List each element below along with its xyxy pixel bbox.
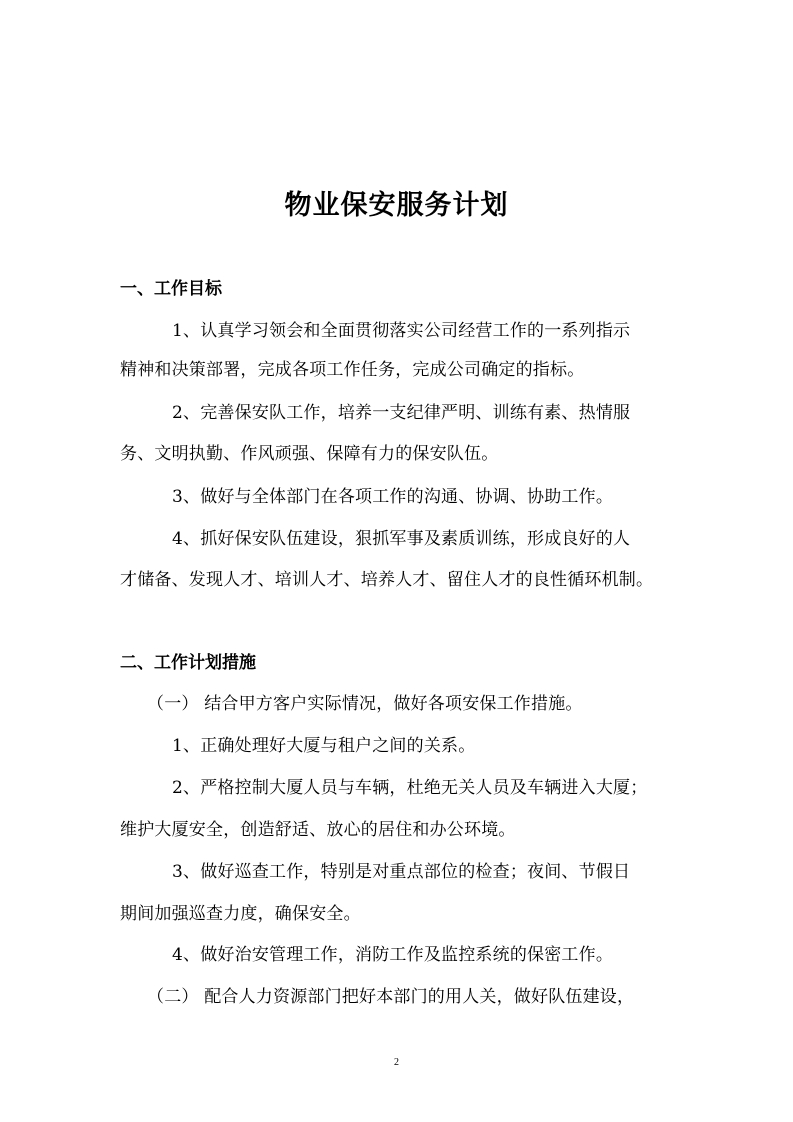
page-number: 2 xyxy=(394,1057,399,1068)
paragraph-line: 4、做好治安管理工作，消防工作及监控系统的保密工作。 xyxy=(172,945,614,965)
subsection-line: （一） 结合甲方客户实际情况，做好各项安保工作措施。 xyxy=(147,694,583,714)
paragraph-line: 精神和决策部署，完成各项工作任务，完成公司确定的指标。 xyxy=(120,360,585,380)
paragraph-line: 期间加强巡查力度，确保安全。 xyxy=(120,904,361,924)
paragraph-line: 2、完善保安队工作，培养一支纪律严明、训练有素、热情服 xyxy=(172,403,631,423)
paragraph-line: 1、正确处理好大厦与租户之间的关系。 xyxy=(172,736,476,756)
page-title: 物业保安服务计划 xyxy=(284,190,509,221)
paragraph-line: 务、文明执勤、作风顽强、保障有力的保安队伍。 xyxy=(120,444,499,464)
paragraph-line: 维护大厦安全，创造舒适、放心的居住和办公环境。 xyxy=(120,820,516,840)
section-heading-measures: 二、工作计划措施 xyxy=(120,653,256,673)
paragraph-line: 才储备、发现人才、培训人才、培养人才、留住人才的良性循环机制。 xyxy=(120,570,654,590)
paragraph-line: 1、认真学习领会和全面贯彻落实公司经营工作的一系列指示 xyxy=(172,321,631,341)
paragraph-line: 3、做好与全体部门在各项工作的沟通、协调、协助工作。 xyxy=(172,487,614,507)
paragraph-line: 3、做好巡查工作，特别是对重点部位的检查；夜间、节假日 xyxy=(172,862,631,882)
section-heading-goals: 一、工作目标 xyxy=(120,279,222,299)
subsection-line: （二） 配合人力资源部门把好本部门的用人关，做好队伍建设， xyxy=(147,987,635,1007)
paragraph-line: 4、抓好保安队伍建设，狠抓军事及素质训练，形成良好的人 xyxy=(172,529,631,549)
paragraph-line: 2、严格控制大厦人员与车辆，杜绝无关人员及车辆进入大厦； xyxy=(172,778,648,798)
